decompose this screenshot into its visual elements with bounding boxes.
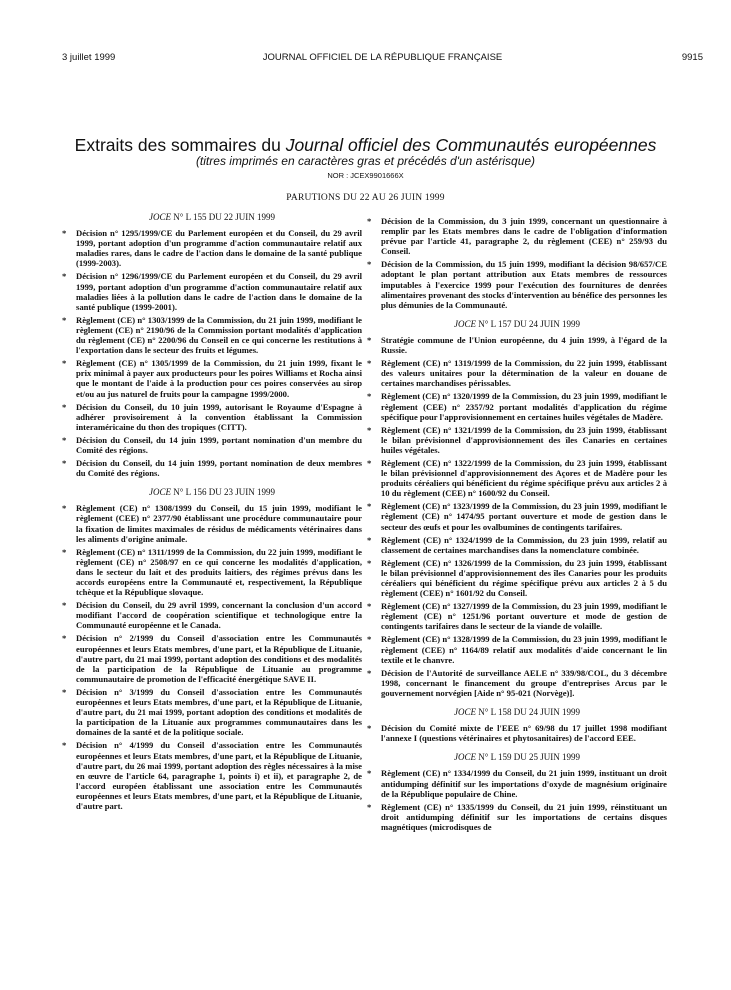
item-text: Règlement (CE) n° 1320/1999 de la Commission, du 23 juin 1999, modifiant le règlement (CEE) n° 2357/92 portant modalités d'application du régime spécifique pour l'approvisionnement en certaines huiles végétales de Madère. bbox=[381, 391, 667, 422]
section-number: N° L 159 DU 25 JUIN 1999 bbox=[475, 752, 580, 763]
asterisk-marker: * bbox=[62, 740, 67, 751]
asterisk-marker: * bbox=[367, 424, 372, 435]
title-part2: Journal officiel des Communautés européennes bbox=[285, 135, 657, 155]
item-text: Règlement (CE) n° 1305/1999 de la Commission, du 21 juin 1999, fixant le prix minimal à payer aux producteurs pour les poires Williams et Rocha ainsi que le montant de l'aide à la production pour ces poires conservées au sirop et/ou au jus naturel de fruits pour la campagne 1999/2000. bbox=[76, 358, 362, 399]
list-item bbox=[367, 425, 667, 455]
list-item bbox=[62, 228, 362, 268]
item-text: Règlement (CE) n° 1335/1999 du Conseil, du 21 juin 1999, réinstituant un droit antidumping définitif sur les importations de certains disques magnétiques (microdisques de bbox=[381, 801, 667, 832]
item-text: Règlement (CE) n° 1323/1999 de la Commission, du 23 juin 1999, modifiant le règlement (CE) n° 1474/95 portant ouverture et mode de gestion dans le secteur des œufs et pour les ovalbumines de contingents tarifaires. bbox=[381, 501, 667, 532]
item-text: Décision n° 1296/1999/CE du Parlement européen et du Conseil, du 29 avril 1999, portant adoption d'un programme d'action communautaire relatif aux maladies liées à la pollution dans le cadre de l'action dans le domaine de la santé publique (1999-2001). bbox=[76, 271, 362, 312]
joce-label: JOCE bbox=[453, 707, 476, 718]
item-text: Décision n° 2/1999 du Conseil d'association entre les Communautés européennes et leurs Etats membres, d'une part, et la République de Lituanie, d'autre part, du 21 mai 1999, portant adoption des conditions et des modalités de la participation de la République de Lituanie au programme communautaire de promotion de l'efficacité énergétique SAVE II. bbox=[76, 633, 362, 684]
list-item bbox=[367, 768, 667, 798]
asterisk-marker: * bbox=[62, 401, 67, 412]
list-item bbox=[62, 402, 362, 432]
section-number: N° L 156 DU 23 JUIN 1999 bbox=[170, 487, 275, 498]
item-text: Décision du Conseil, du 14 juin 1999, portant nomination de deux membres du Comité des régions. bbox=[76, 458, 362, 479]
item-text: Décision de l'Autorité de surveillance AELE n° 339/98/COL, du 3 décembre 1998, concernant le financement du groupe d'entreprises Arcus par le gouvernement norvégien [Aide n° 95-021 (Norvège)]. bbox=[381, 667, 667, 698]
item-text: Règlement (CE) n° 1321/1999 de la Commission, du 23 juin 1999, établissant le bilan prévisionnel d'approvisionnement des îles Canaries en certaines huiles végétales. bbox=[381, 424, 667, 455]
running-header bbox=[62, 52, 703, 66]
item-text: Règlement (CE) n° 1327/1999 de la Commission, du 23 juin 1999, modifiant le règlement (CE) n° 1251/96 portant ouverture et mode de gestion de contingents tarifaires dans le secteur de la viande de volaille. bbox=[381, 601, 667, 632]
section-heading-l155 bbox=[62, 212, 362, 222]
joce-label: JOCE bbox=[453, 752, 476, 763]
list-item bbox=[367, 458, 667, 498]
asterisk-marker: * bbox=[367, 259, 372, 270]
list-l157 bbox=[367, 335, 667, 698]
list-item bbox=[62, 315, 362, 355]
list-item bbox=[62, 740, 362, 811]
section-heading-l158 bbox=[367, 707, 667, 717]
asterisk-marker: * bbox=[62, 686, 67, 697]
asterisk-marker: * bbox=[62, 314, 67, 325]
asterisk-marker: * bbox=[62, 271, 67, 282]
item-text: Décision de la Commission, du 15 juin 1999, modifiant la décision 98/657/CE adoptant le plan portant attribution aux Etats membres de ressources imputables à l'exercice 1999 pour l'exécution des fournitures de denrées alimentaires provenant des stocks d'intervention au bénéfice des personnes les plus démunies de la Communauté. bbox=[381, 259, 667, 310]
list-item bbox=[62, 458, 362, 478]
list-item bbox=[367, 558, 667, 598]
list-item bbox=[62, 687, 362, 737]
item-text: Décision de la Commission, du 3 juin 1999, concernant un questionnaire à remplir par les Etats membres dans le cadre de l'obligation d'information prévue par l'article 41, paragraphe 2, du règlement (CEE) n° 259/93 du Conseil. bbox=[381, 216, 667, 257]
list-item bbox=[62, 435, 362, 455]
section-number: N° L 157 DU 24 JUIN 1999 bbox=[475, 318, 580, 329]
list-item bbox=[367, 535, 667, 555]
list-item bbox=[62, 271, 362, 311]
list-item bbox=[367, 391, 667, 421]
parutions-heading: PARUTIONS DU 22 AU 26 JUIN 1999 bbox=[286, 193, 445, 203]
list-item bbox=[62, 358, 362, 398]
joce-label: JOCE bbox=[453, 318, 476, 329]
asterisk-marker: * bbox=[367, 457, 372, 468]
item-text: Règlement (CE) n° 1322/1999 de la Commission, du 23 juin 1999, établissant le bilan prévisionnel d'approvisionnement des Açores et de Madère pour les produits céréaliers qui bénéficient du régime spécifique prévu aux articles 2 à 10 du règlement (CEE) n° 1600/92 du Conseil. bbox=[381, 457, 667, 499]
item-text: Règlement (CE) n° 1328/1999 de la Commission, du 23 juin 1999, modifiant le règlement (CEE) n° 1164/89 relatif aux modalités d'aide concernant le lin textile et le chanvre. bbox=[381, 634, 667, 665]
list-l156-cont bbox=[367, 216, 667, 310]
list-item bbox=[367, 802, 667, 832]
list-item bbox=[367, 259, 667, 309]
list-l155 bbox=[62, 228, 362, 478]
list-item bbox=[367, 668, 667, 698]
list-l156 bbox=[62, 503, 362, 811]
asterisk-marker: * bbox=[367, 534, 372, 545]
item-text: Décision n° 1295/1999/CE du Parlement européen et du Conseil, du 29 avril 1999, portant adoption d'un programme d'action communautaire relatif aux maladies rares, dans le cadre de l'action dans le domaine de la santé publique (1999-2003). bbox=[76, 228, 362, 269]
list-item bbox=[367, 216, 667, 256]
item-text: Règlement (CE) n° 1311/1999 de la Commission, du 22 juin 1999, modifiant le règlement (CE) n° 2508/97 en ce qui concerne les modalités d'application, dans le secteur du lait et des produits laitiers, des régimes prévus dans les accords européens entre la Communauté et, respectivement, la République tchèque et la République slovaque. bbox=[76, 546, 362, 598]
list-item bbox=[367, 601, 667, 631]
section-heading-l157 bbox=[367, 319, 667, 329]
item-text: Décision du Conseil, du 10 juin 1999, autorisant le Royaume d'Espagne à adhérer provisoirement à la convention établissant la Commission interaméricaine du thon des tropiques (CITT). bbox=[76, 401, 362, 432]
item-text: Décision du Comité mixte de l'EEE n° 69/98 du 17 juillet 1998 modifiant l'annexe I (questions vétérinaires et phytosanitaires) de l'accord EEE. bbox=[381, 723, 667, 744]
asterisk-marker: * bbox=[367, 667, 372, 678]
title-part1: Extraits des sommaires du bbox=[74, 135, 286, 155]
asterisk-marker: * bbox=[367, 768, 372, 779]
list-item bbox=[62, 503, 362, 543]
joce-label: JOCE bbox=[148, 212, 171, 222]
page-title bbox=[40, 135, 691, 155]
list-item bbox=[367, 723, 667, 743]
asterisk-marker: * bbox=[367, 557, 372, 568]
asterisk-marker: * bbox=[367, 501, 372, 512]
item-text: Décision du Conseil, du 14 juin 1999, portant nomination d'un membre du Comité des régions. bbox=[76, 434, 362, 455]
nor-reference: NOR : JCEX9901666X bbox=[327, 171, 404, 180]
list-item bbox=[62, 600, 362, 630]
asterisk-marker: * bbox=[367, 358, 372, 369]
asterisk-marker: * bbox=[367, 601, 372, 612]
item-text: Règlement (CE) n° 1308/1999 du Conseil, du 15 juin 1999, modifiant le règlement (CEE) n° 2377/90 établissant une procédure communautaire pour la fixation de limites maximales de résidus de médicaments vétérinaires dans les aliments d'origine animale. bbox=[76, 503, 362, 544]
list-item bbox=[62, 547, 362, 597]
asterisk-marker: * bbox=[367, 723, 372, 734]
right-column bbox=[367, 216, 667, 835]
asterisk-marker: * bbox=[62, 458, 67, 469]
section-number: N° L 155 DU 22 JUIN 1999 bbox=[170, 212, 275, 222]
asterisk-marker: * bbox=[367, 216, 372, 226]
joce-label: JOCE bbox=[148, 487, 171, 498]
asterisk-marker: * bbox=[367, 391, 372, 402]
header-date: 3 juillet 1999 bbox=[62, 52, 116, 63]
section-heading-l159 bbox=[367, 752, 667, 762]
header-journal: JOURNAL OFFICIEL DE LA RÉPUBLIQUE FRANÇAISE bbox=[262, 52, 503, 63]
list-l159 bbox=[367, 768, 667, 832]
asterisk-marker: * bbox=[62, 434, 67, 445]
item-text: Règlement (CE) n° 1303/1999 de la Commission, du 21 juin 1999, modifiant le règlement (CE) n° 2190/96 de la Commission portant modalités d'application du règlement (CE) n° 2200/96 du Conseil en ce qui concerne les restitutions à l'exportation dans le secteur des fruits et légumes. bbox=[76, 314, 362, 356]
item-text: Décision n° 3/1999 du Conseil d'association entre les Communautés européennes et leurs Etats membres, d'une part, et la République de Lituanie, d'autre part, du 21 mai 1999, portant adoption des conditions et modalités de la participation de la Lituanie aux programmes communautaires dans les domaines de la santé et de la politique sociale. bbox=[76, 686, 362, 738]
list-l158 bbox=[367, 723, 667, 743]
left-column bbox=[62, 212, 362, 814]
list-item bbox=[367, 335, 667, 355]
page-subtitle: (titres imprimés en caractères gras et précédés d'un astérisque) bbox=[195, 154, 536, 168]
item-text: Décision n° 4/1999 du Conseil d'association entre les Communautés européennes et leurs Etats membres, d'une part, et la République de Lituanie, d'autre part, du 26 mai 1999, portant adoption des règles nécessaires à la mise en œuvre de l'article 64, paragraphe 1, points i) et ii), et paragraphe 2, de l'accord européen établissant une association entre les Communautés européennes et leurs Etats membres, d'une part, et la République de Lituanie, d'autre part. bbox=[76, 740, 362, 811]
asterisk-marker: * bbox=[367, 334, 372, 345]
section-heading-l156 bbox=[62, 487, 362, 497]
asterisk-marker: * bbox=[62, 546, 67, 557]
asterisk-marker: * bbox=[62, 600, 67, 611]
asterisk-marker: * bbox=[62, 358, 67, 369]
list-item bbox=[367, 358, 667, 388]
item-text: Décision du Conseil, du 29 avril 1999, concernant la conclusion d'un accord modifiant l'accord de coopération scientifique et technologique entre la Communauté européenne et le Canada. bbox=[76, 600, 362, 631]
list-item bbox=[367, 634, 667, 664]
asterisk-marker: * bbox=[367, 634, 372, 645]
item-text: Règlement (CE) n° 1324/1999 de la Commission, du 23 juin 1999, relatif au classement de certaines marchandises dans la nomenclature combinée. bbox=[381, 534, 667, 555]
asterisk-marker: * bbox=[62, 633, 67, 644]
asterisk-marker: * bbox=[367, 801, 372, 812]
list-item bbox=[62, 633, 362, 683]
item-text: Règlement (CE) n° 1326/1999 de la Commission, du 23 juin 1999, établissant le bilan prévisionnel d'approvisionnement des îles Canaries pour les produits céréaliers qui bénéficient du régime spécifique prévu aux articles 2 à 5 du règlement (CEE) n° 1601/92 du Conseil. bbox=[381, 557, 667, 599]
header-page-number: 9915 bbox=[681, 52, 703, 63]
item-text: Règlement (CE) n° 1319/1999 de la Commission, du 22 juin 1999, établissant des valeurs unitaires pour la détermination de la valeur en douane de certaines marchandises périssables. bbox=[381, 358, 667, 389]
list-item bbox=[367, 501, 667, 531]
section-number: N° L 158 DU 24 JUIN 1999 bbox=[475, 707, 580, 718]
asterisk-marker: * bbox=[62, 503, 67, 514]
item-text: Règlement (CE) n° 1334/1999 du Conseil, du 21 juin 1999, instituant un droit antidumping définitif sur les importations d'oxyde de magnésium originaire de la République populaire de Chine. bbox=[381, 768, 667, 799]
asterisk-marker: * bbox=[62, 228, 67, 239]
item-text: Stratégie commune de l'Union européenne, du 4 juin 1999, à l'égard de la Russie. bbox=[381, 334, 667, 356]
